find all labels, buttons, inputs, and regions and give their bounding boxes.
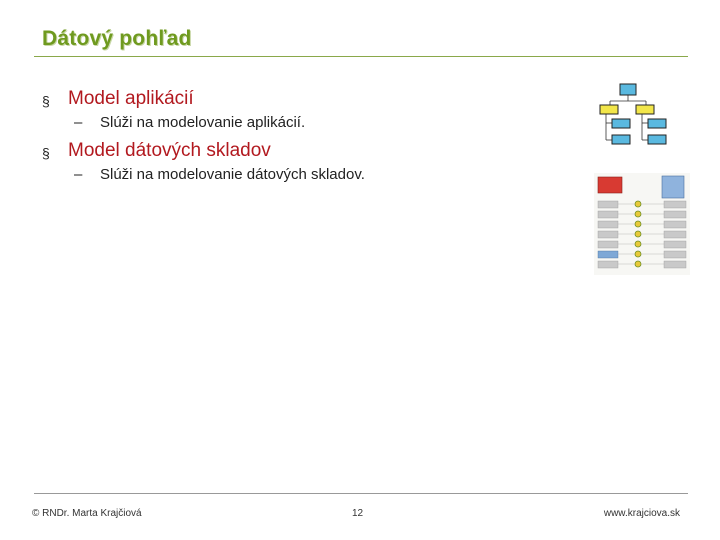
footer-page-number: 12 <box>352 508 364 519</box>
footer-website: www.krajciova.sk <box>603 508 680 519</box>
slide-title: Dátový pohľad <box>42 27 192 50</box>
sub-bullet-marker: – <box>74 114 83 131</box>
bullet-text: Model aplikácií <box>68 88 194 109</box>
bullet-item-data-warehouse-model <box>40 140 580 164</box>
tree-hierarchy-icon <box>598 83 670 151</box>
footer-divider <box>34 493 688 494</box>
sub-bullet-item <box>40 166 580 192</box>
title-divider <box>34 56 688 57</box>
bullet-list <box>40 88 580 192</box>
sub-bullet-text: Slúži na modelovanie aplikácií. <box>100 114 306 131</box>
bullet-item-application-model <box>40 88 580 112</box>
bullet-marker: § <box>42 93 50 109</box>
bullet-text: Model dátových skladov <box>68 140 271 161</box>
footer-author: © RNDr. Marta Krajčiová <box>32 508 142 519</box>
sub-bullet-item <box>40 114 580 140</box>
data-warehouse-model-thumbnail <box>594 173 690 275</box>
sub-bullet-text: Slúži na modelovanie dátových skladov. <box>100 166 365 183</box>
bullet-marker: § <box>42 145 50 161</box>
sub-bullet-marker: – <box>74 166 83 183</box>
